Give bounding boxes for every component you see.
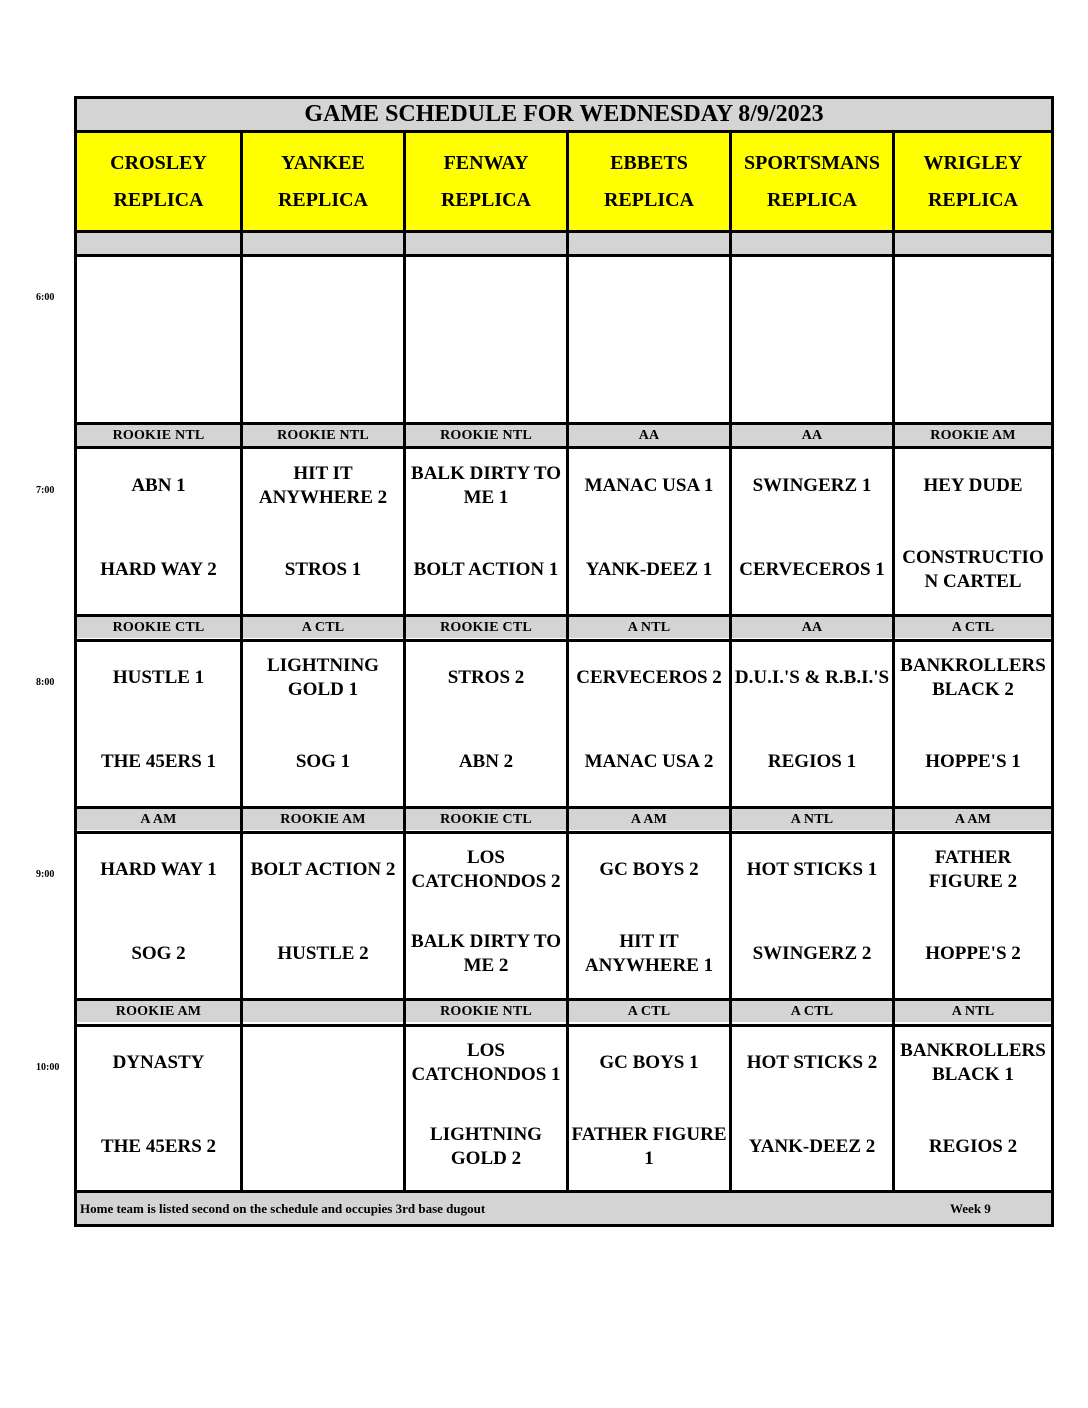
away-team: LOS CATCHONDOS 2 [411, 847, 561, 892]
away-team: CERVECEROS 2 [576, 667, 722, 688]
away-team: ABN 1 [131, 475, 186, 496]
home-team: REGIOS 2 [928, 1136, 1018, 1157]
game-cell [895, 1027, 1051, 1190]
game-cell [77, 1027, 240, 1190]
away-team [77, 263, 240, 323]
away-team: HEY DUDE [923, 475, 1023, 496]
field-name: FENWAY [443, 151, 529, 174]
schedule-table [74, 96, 1054, 1227]
row-divider [77, 422, 1051, 425]
field-header-3 [406, 133, 566, 230]
game-cell [406, 642, 566, 805]
home-team: THE 45ERS 2 [100, 1136, 217, 1157]
home-team-note: Home team is listed second on the schedule and occupies 3rd base dugout [80, 1201, 486, 1216]
column-divider [403, 133, 406, 1193]
game-cell [895, 257, 1051, 420]
home-team: CONSTRUCTIO N CARTEL [902, 547, 1044, 592]
away-team: LOS CATCHONDOS 1 [411, 1040, 561, 1085]
home-team: HIT IT ANYWHERE 1 [584, 931, 714, 976]
field-type: REPLICA [440, 188, 531, 211]
row-divider [77, 831, 1051, 834]
game-cell [895, 834, 1051, 997]
away-team: D.U.I.'S & R.B.I.'S [734, 667, 890, 688]
row-divider [77, 806, 1051, 809]
division-label: ROOKIE NTL [243, 425, 403, 446]
division-label: ROOKIE AM [77, 1001, 240, 1022]
division-label: AA [732, 617, 892, 638]
week-label: Week 9 [950, 1201, 991, 1216]
division-label: A CTL [569, 1001, 729, 1022]
away-team: BALK DIRTY TO ME 1 [411, 463, 561, 508]
game-cell [732, 450, 892, 613]
home-team: LIGHTNING GOLD 2 [430, 1124, 542, 1169]
game-cell [406, 450, 566, 613]
away-team: GC BOYS 2 [599, 859, 699, 880]
field-header-6 [895, 133, 1051, 230]
away-team: BANKROLLERS BLACK 2 [900, 655, 1046, 700]
division-label: ROOKIE CTL [406, 809, 566, 830]
field-type: REPLICA [603, 188, 694, 211]
home-team: CERVECEROS 1 [739, 559, 885, 580]
division-label [243, 233, 403, 254]
division-label [406, 233, 566, 254]
game-cell [732, 642, 892, 805]
division-label [569, 233, 729, 254]
field-name: SPORTSMANS [744, 151, 880, 174]
division-label: A AM [569, 809, 729, 830]
game-cell [243, 1027, 403, 1190]
away-team: BANKROLLERS BLACK 1 [900, 1040, 1046, 1085]
time-label: 10:00 [36, 1062, 60, 1073]
column-divider [240, 133, 243, 1193]
field-name: CROSLEY [110, 151, 207, 174]
time-label: 9:00 [36, 869, 55, 880]
away-team: HOT STICKS 1 [746, 859, 878, 880]
division-label [243, 1001, 403, 1022]
field-type: REPLICA [113, 188, 204, 211]
away-team: MANAC USA 1 [584, 475, 714, 496]
home-team [406, 347, 566, 407]
game-cell [569, 642, 729, 805]
field-type: REPLICA [927, 188, 1018, 211]
game-cell [406, 257, 566, 420]
home-team [243, 347, 403, 407]
division-label [77, 233, 240, 254]
away-team [406, 263, 566, 323]
time-label: 8:00 [36, 677, 55, 688]
game-cell [895, 642, 1051, 805]
away-team [895, 263, 1051, 323]
home-team [569, 347, 729, 407]
division-label [895, 233, 1051, 254]
division-label: AA [569, 425, 729, 446]
away-team: SWINGERZ 1 [752, 475, 872, 496]
division-label: A NTL [569, 617, 729, 638]
game-cell [406, 1027, 566, 1190]
division-label: ROOKIE NTL [406, 1001, 566, 1022]
away-team: LIGHTNING GOLD 1 [267, 655, 379, 700]
game-cell [243, 257, 403, 420]
home-team [243, 1117, 403, 1177]
home-team: HARD WAY 2 [100, 559, 217, 580]
game-cell [77, 834, 240, 997]
division-label: ROOKIE NTL [77, 425, 240, 446]
home-team: SOG 2 [131, 943, 186, 964]
away-team [243, 1033, 403, 1093]
game-cell [243, 834, 403, 997]
home-team: THE 45ERS 1 [100, 751, 217, 772]
game-cell [732, 1027, 892, 1190]
away-team [569, 263, 729, 323]
row-divider [77, 254, 1051, 257]
away-team: HUSTLE 1 [112, 667, 205, 688]
division-label: A AM [895, 809, 1051, 830]
field-header-1 [77, 133, 240, 230]
away-team: BOLT ACTION 2 [250, 859, 396, 880]
game-cell [569, 257, 729, 420]
game-cell [732, 834, 892, 997]
row-divider [77, 639, 1051, 642]
schedule-title: GAME SCHEDULE FOR WEDNESDAY 8/9/2023 [77, 99, 1051, 133]
home-team: HOPPE'S 2 [925, 943, 1021, 964]
game-cell [243, 450, 403, 613]
away-team: DYNASTY [112, 1052, 205, 1073]
away-team: STROS 2 [447, 667, 525, 688]
row-divider [77, 230, 1051, 233]
division-label [732, 233, 892, 254]
division-label: A CTL [243, 617, 403, 638]
column-divider [566, 133, 569, 1193]
field-type: REPLICA [766, 188, 857, 211]
game-cell [77, 450, 240, 613]
home-team: FATHER FIGURE 1 [571, 1124, 727, 1169]
home-team: REGIOS 1 [767, 751, 857, 772]
home-team: MANAC USA 2 [584, 751, 714, 772]
row-divider [77, 1024, 1051, 1027]
game-cell [77, 642, 240, 805]
home-team: SWINGERZ 2 [752, 943, 872, 964]
field-header-5 [732, 133, 892, 230]
division-label: ROOKIE NTL [406, 425, 566, 446]
column-divider [729, 133, 732, 1193]
away-team [243, 263, 403, 323]
field-name: EBBETS [610, 151, 688, 174]
division-label: ROOKIE AM [895, 425, 1051, 446]
home-team: HUSTLE 2 [277, 943, 369, 964]
home-team: ABN 2 [458, 751, 514, 772]
away-team: HOT STICKS 2 [746, 1052, 878, 1073]
row-divider [77, 614, 1051, 617]
game-cell [243, 642, 403, 805]
field-name: WRIGLEY [923, 151, 1023, 174]
home-team [77, 347, 240, 407]
game-cell [569, 834, 729, 997]
division-label: A CTL [732, 1001, 892, 1022]
home-team [895, 347, 1051, 407]
division-label: ROOKIE AM [243, 809, 403, 830]
division-label: A NTL [895, 1001, 1051, 1022]
home-team: SOG 1 [295, 751, 351, 772]
division-label: ROOKIE CTL [406, 617, 566, 638]
row-divider [77, 998, 1051, 1001]
away-team [732, 263, 892, 323]
division-label: A NTL [732, 809, 892, 830]
field-header-4 [569, 133, 729, 230]
division-label: A AM [77, 809, 240, 830]
game-cell [569, 450, 729, 613]
game-cell [77, 257, 240, 420]
away-team: HARD WAY 1 [100, 859, 217, 880]
home-team: YANK-DEEZ 1 [585, 559, 713, 580]
game-cell [732, 257, 892, 420]
row-divider [77, 446, 1051, 449]
home-team: BALK DIRTY TO ME 2 [411, 931, 561, 976]
field-name: YANKEE [281, 151, 365, 174]
division-label: AA [732, 425, 892, 446]
division-label: ROOKIE CTL [77, 617, 240, 638]
away-team: HIT IT ANYWHERE 2 [258, 463, 388, 508]
division-label: A CTL [895, 617, 1051, 638]
time-label: 7:00 [36, 485, 55, 496]
game-cell [895, 450, 1051, 613]
home-team: STROS 1 [284, 559, 362, 580]
time-label: 6:00 [36, 292, 55, 303]
home-team: BOLT ACTION 1 [413, 559, 559, 580]
home-team [732, 347, 892, 407]
game-cell [569, 1027, 729, 1190]
game-cell [406, 834, 566, 997]
away-team: GC BOYS 1 [599, 1052, 699, 1073]
home-team: YANK-DEEZ 2 [748, 1136, 876, 1157]
home-team: HOPPE'S 1 [925, 751, 1021, 772]
schedule-footer [77, 1193, 1051, 1224]
field-header-2 [243, 133, 403, 230]
field-type: REPLICA [277, 188, 368, 211]
column-divider [892, 133, 895, 1193]
away-team: FATHER FIGURE 2 [928, 847, 1018, 892]
